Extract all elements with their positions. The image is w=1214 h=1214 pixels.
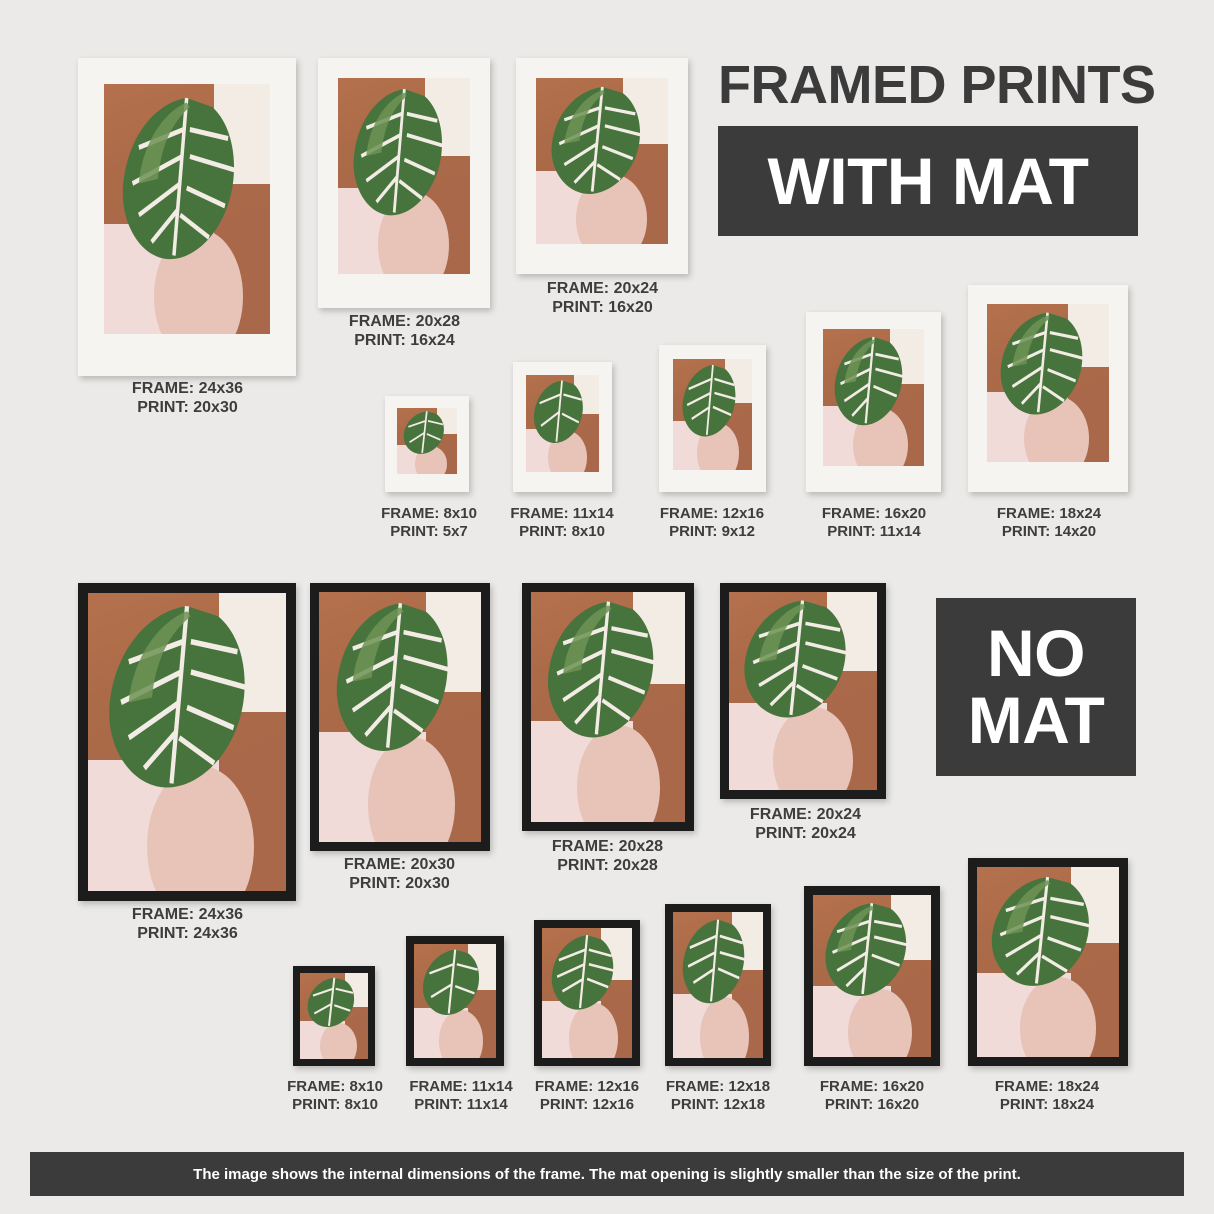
caption-no-mat-16x20 — [811, 1078, 933, 1113]
caption-no-mat-20x24 — [703, 806, 908, 844]
artwork — [319, 592, 481, 842]
caption-print: PRINT: 20x24 — [755, 824, 856, 842]
frame-no-mat-12x18[interactable] — [665, 904, 771, 1066]
caption-no-mat-18x24 — [986, 1078, 1108, 1113]
caption-with-mat-8x10 — [370, 505, 488, 540]
frame-with-mat-24x36[interactable] — [78, 58, 296, 376]
caption-print: PRINT: 8x10 — [292, 1095, 378, 1113]
caption-no-mat-12x18 — [657, 1078, 779, 1113]
heading-with-mat-block: WITH MAT — [718, 126, 1138, 236]
artwork — [104, 84, 270, 334]
heading-no-mat-block — [936, 598, 1136, 776]
caption-frame: FRAME: 12x16 — [534, 1078, 640, 1095]
caption-with-mat-11x14 — [503, 505, 621, 540]
artwork — [987, 304, 1109, 462]
artwork — [729, 592, 877, 790]
artwork — [823, 329, 924, 466]
artwork — [813, 895, 931, 1057]
caption-with-mat-16x20 — [813, 505, 935, 540]
caption-frame: FRAME: 16x20 — [819, 1078, 925, 1095]
caption-print: PRINT: 9x12 — [669, 522, 755, 540]
caption-frame: FRAME: 11x14 — [510, 505, 614, 522]
caption-no-mat-20x30 — [297, 856, 502, 894]
caption-print: PRINT: 16x20 — [552, 298, 653, 316]
caption-print: PRINT: 8x10 — [519, 522, 605, 540]
caption-no-mat-8x10 — [274, 1078, 396, 1113]
artwork — [300, 973, 368, 1059]
caption-frame: FRAME: 12x18 — [665, 1078, 771, 1095]
frame-with-mat-18x24[interactable] — [968, 285, 1128, 492]
heading-framed-prints: FRAMED PRINTS — [718, 55, 1156, 115]
frame-no-mat-16x20[interactable] — [804, 886, 940, 1066]
caption-frame: FRAME: 20x24 — [749, 806, 862, 823]
caption-frame: FRAME: 18x24 — [996, 505, 1102, 522]
caption-print: PRINT: 14x20 — [1001, 522, 1097, 540]
caption-print: PRINT: 11x14 — [414, 1095, 508, 1113]
artwork — [531, 592, 685, 822]
frame-with-mat-11x14[interactable] — [513, 362, 612, 492]
caption-frame: FRAME: 8x10 — [287, 1078, 383, 1095]
artwork — [414, 944, 496, 1058]
caption-print: PRINT: 16x24 — [354, 331, 455, 349]
caption-frame: FRAME: 11x14 — [409, 1078, 513, 1095]
heading-no-mat-line1: NO — [987, 615, 1085, 690]
heading-no-mat-line2: MAT — [967, 683, 1105, 757]
frame-no-mat-11x14[interactable] — [406, 936, 504, 1066]
caption-print: PRINT: 5x7 — [390, 522, 468, 540]
caption-print: PRINT: 24x36 — [137, 924, 238, 942]
caption-print: PRINT: 11x14 — [827, 522, 921, 540]
frame-with-mat-12x16[interactable] — [659, 345, 766, 492]
frame-no-mat-20x28[interactable] — [522, 583, 694, 831]
caption-frame: FRAME: 20x30 — [343, 856, 456, 873]
frame-no-mat-20x24[interactable] — [720, 583, 886, 799]
artwork — [338, 78, 470, 274]
caption-with-mat-20x28 — [302, 313, 507, 351]
caption-frame: FRAME: 16x20 — [821, 505, 927, 522]
caption-with-mat-20x24 — [500, 280, 705, 318]
caption-frame: FRAME: 24x36 — [131, 906, 244, 923]
frame-with-mat-20x28[interactable] — [318, 58, 490, 308]
caption-print: PRINT: 16x20 — [824, 1095, 920, 1113]
artwork — [526, 375, 599, 472]
artwork — [88, 593, 286, 891]
caption-frame: FRAME: 8x10 — [381, 505, 477, 522]
frame-with-mat-16x20[interactable] — [806, 312, 941, 492]
artwork — [536, 78, 668, 244]
caption-print: PRINT: 20x30 — [349, 874, 450, 892]
caption-with-mat-12x16 — [653, 505, 771, 540]
caption-frame: FRAME: 20x24 — [546, 280, 659, 297]
caption-no-mat-12x16 — [526, 1078, 648, 1113]
caption-no-mat-20x28 — [505, 838, 710, 876]
frame-no-mat-8x10[interactable] — [293, 966, 375, 1066]
caption-with-mat-24x36 — [85, 380, 290, 418]
artwork — [673, 359, 752, 470]
frame-no-mat-18x24[interactable] — [968, 858, 1128, 1066]
caption-print: PRINT: 18x24 — [999, 1095, 1095, 1113]
caption-frame: FRAME: 20x28 — [348, 313, 461, 330]
caption-no-mat-24x36 — [85, 906, 290, 944]
frame-with-mat-8x10[interactable] — [385, 396, 469, 492]
caption-frame: FRAME: 20x28 — [551, 838, 664, 855]
footer-note: The image shows the internal dimensions of the frame. The mat opening is slightly smaller than the size of the print. — [30, 1152, 1184, 1196]
artwork — [977, 867, 1119, 1057]
caption-print: PRINT: 12x16 — [539, 1095, 635, 1113]
caption-frame: FRAME: 12x16 — [659, 505, 765, 522]
caption-print: PRINT: 20x28 — [557, 856, 658, 874]
frame-no-mat-24x36[interactable] — [78, 583, 296, 901]
artwork — [542, 928, 632, 1058]
frame-no-mat-20x30[interactable] — [310, 583, 490, 851]
frame-no-mat-12x16[interactable] — [534, 920, 640, 1066]
caption-frame: FRAME: 24x36 — [131, 380, 244, 397]
artwork — [397, 408, 457, 474]
caption-with-mat-18x24 — [988, 505, 1110, 540]
frame-with-mat-20x24[interactable] — [516, 58, 688, 274]
caption-frame: FRAME: 18x24 — [994, 1078, 1100, 1095]
caption-no-mat-11x14 — [400, 1078, 522, 1113]
caption-print: PRINT: 20x30 — [137, 398, 238, 416]
artwork — [673, 912, 763, 1058]
caption-print: PRINT: 12x18 — [670, 1095, 766, 1113]
